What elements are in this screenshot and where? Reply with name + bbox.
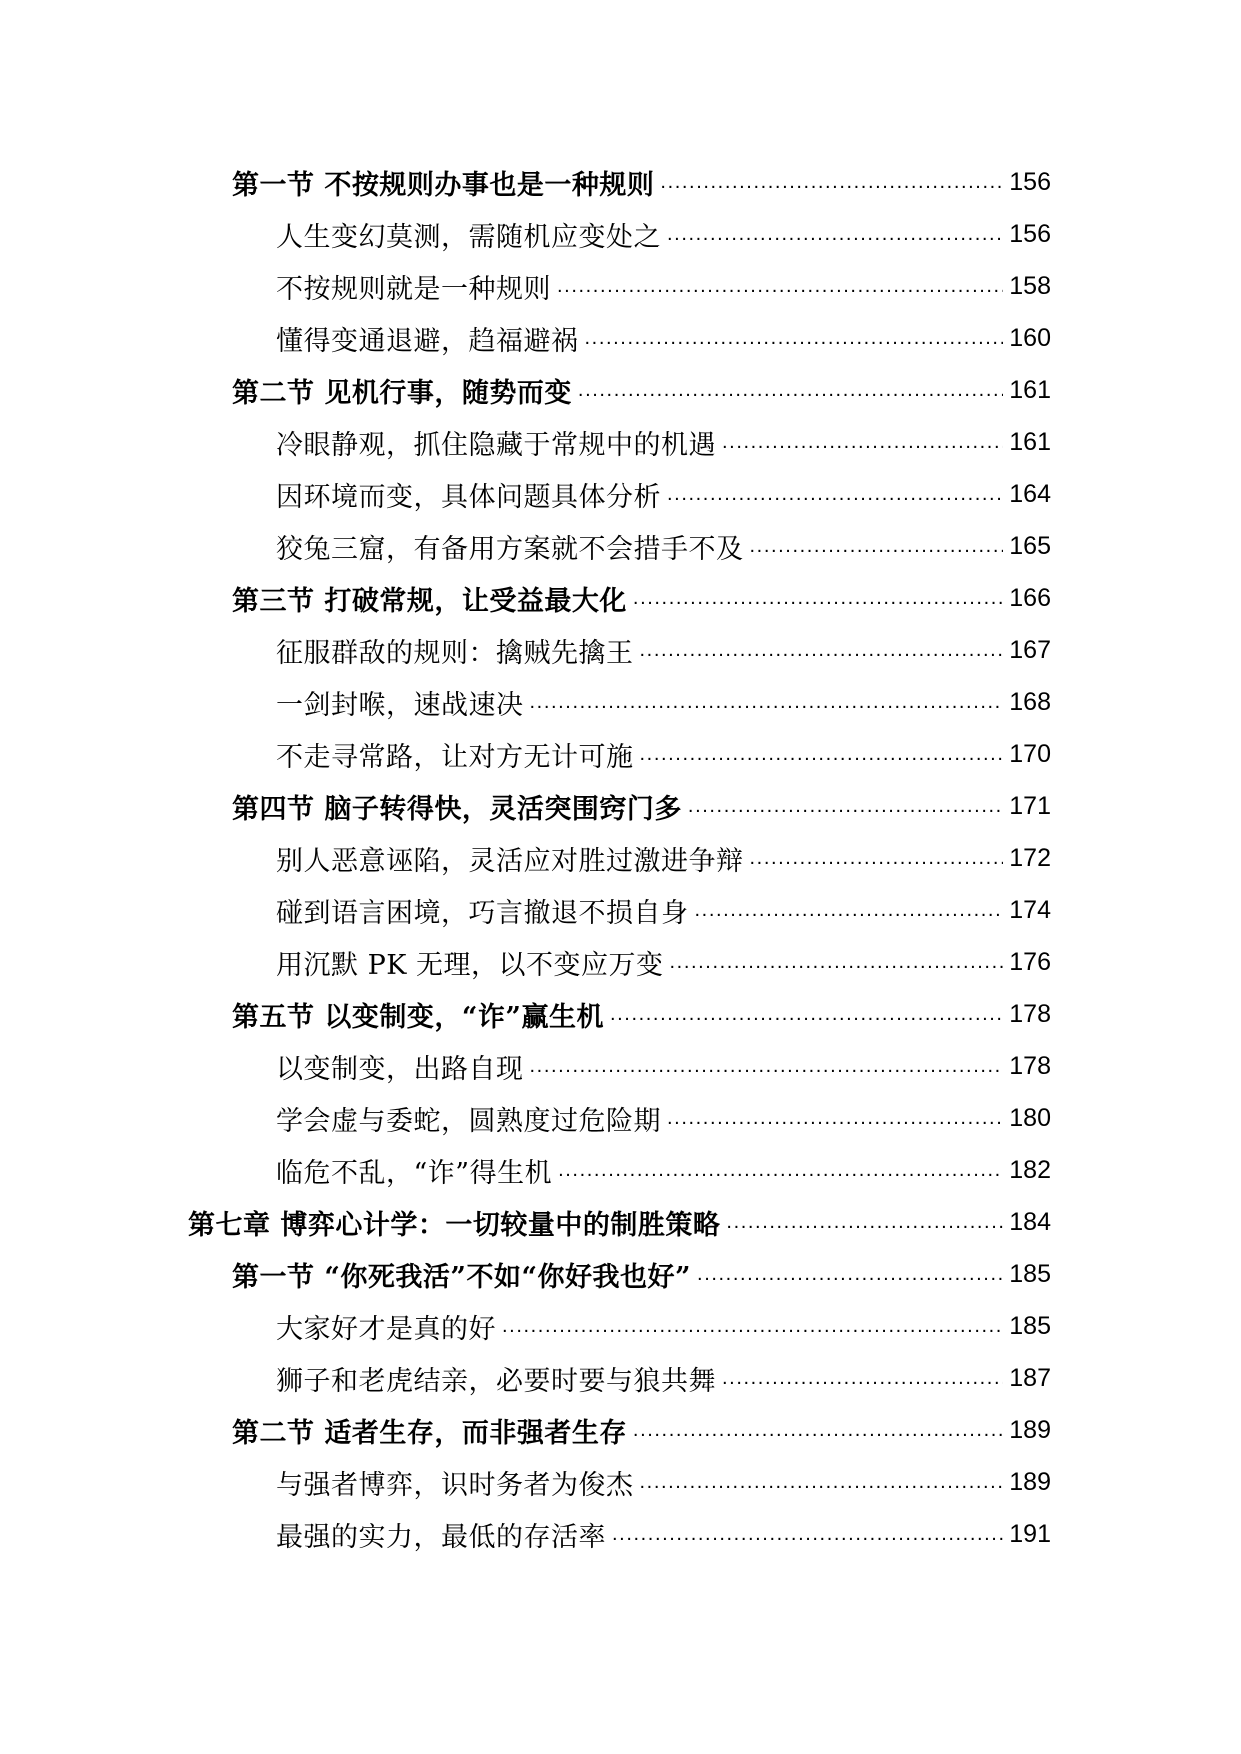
toc-entry-title: 最强的实力，最低的存活率 [276, 1521, 606, 1553]
toc-entry-page: 167 [1009, 635, 1051, 664]
toc-entry-page: 156 [1009, 167, 1051, 196]
toc-dot-leader [640, 636, 1004, 664]
toc-entry-title: 狡兔三窟，有备用方案就不会措手不及 [276, 533, 744, 565]
toc-entry[interactable] [0, 1144, 1241, 1196]
toc-entry-page: 189 [1009, 1415, 1051, 1444]
toc-dot-leader [585, 324, 1004, 352]
toc-entry[interactable] [0, 1508, 1241, 1560]
toc-entry-title: 与强者博弈，识时务者为俊杰 [276, 1469, 634, 1501]
toc-entry-page: 161 [1009, 375, 1051, 404]
toc-entry-title: 第一节 不按规则办事也是一种规则 [232, 169, 655, 201]
toc-entry[interactable] [0, 1092, 1241, 1144]
toc-entry[interactable] [0, 988, 1241, 1040]
toc-dot-leader [502, 1312, 1003, 1340]
toc-entry-page: 182 [1009, 1155, 1051, 1184]
toc-entry-title: 第二节 见机行事，随势而变 [232, 377, 572, 409]
toc-entry-page: 158 [1009, 271, 1051, 300]
toc-entry-page: 156 [1009, 219, 1051, 248]
toc-dot-leader [670, 948, 1004, 976]
toc-entry-title: 不按规则就是一种规则 [276, 273, 551, 305]
toc-dot-leader [667, 220, 1003, 248]
toc-entry-page: 189 [1009, 1467, 1051, 1496]
toc-dot-leader [530, 688, 1004, 716]
toc-entry[interactable] [0, 572, 1241, 624]
toc-dot-leader [640, 1468, 1004, 1496]
toc-entry-page: 180 [1009, 1103, 1051, 1132]
toc-dot-leader [530, 1052, 1004, 1080]
toc-entry[interactable] [0, 208, 1241, 260]
toc-entry[interactable] [0, 1352, 1241, 1404]
toc-entry[interactable] [0, 1040, 1241, 1092]
toc-dot-leader [695, 896, 1004, 924]
toc-entry-title: 征服群敌的规则：擒贼先擒王 [276, 637, 634, 669]
toc-entry[interactable] [0, 156, 1241, 208]
toc-entry-title: 别人恶意诬陷，灵活应对胜过激进争辩 [276, 845, 744, 877]
toc-dot-leader [612, 1520, 1003, 1548]
toc-entry-title: 第四节 脑子转得快，灵活突围窍门多 [232, 793, 682, 825]
toc-entry-title: 第五节 以变制变，“诈”赢生机 [232, 1001, 604, 1033]
toc-entry-title: 临危不乱，“诈”得生机 [276, 1157, 553, 1189]
toc-entry-page: 176 [1009, 947, 1051, 976]
toc-entry-title: 一剑封喉，速战速决 [276, 689, 524, 721]
toc-entry[interactable] [0, 1248, 1241, 1300]
toc-entry[interactable] [0, 676, 1241, 728]
toc-entry[interactable] [0, 1456, 1241, 1508]
toc-entry-title: 用沉默 PK 无理，以不变应万变 [276, 949, 664, 981]
toc-entry-title: 以变制变，出路自现 [276, 1053, 524, 1085]
toc-entry[interactable] [0, 728, 1241, 780]
toc-dot-leader [578, 376, 1003, 404]
toc-entry-page: 164 [1009, 479, 1051, 508]
toc-entry[interactable] [0, 468, 1241, 520]
toc-dot-leader [726, 1208, 1003, 1236]
toc-entry[interactable] [0, 884, 1241, 936]
toc-entry-title: 人生变幻莫测，需随机应变处之 [276, 221, 661, 253]
toc-dot-leader [610, 1000, 1003, 1028]
toc-entry-title: 因环境而变，具体问题具体分析 [276, 481, 661, 513]
toc-entry-page: 187 [1009, 1363, 1051, 1392]
toc-entry[interactable] [0, 416, 1241, 468]
toc-entry-title: 狮子和老虎结亲，必要时要与狼共舞 [276, 1365, 716, 1397]
toc-dot-leader [688, 792, 1003, 820]
toc-dot-leader [667, 1104, 1003, 1132]
toc-entry-page: 168 [1009, 687, 1051, 716]
toc-entry-page: 191 [1009, 1519, 1051, 1548]
toc-entry-page: 184 [1009, 1207, 1051, 1236]
toc-entry-page: 160 [1009, 323, 1051, 352]
toc-entry-page: 185 [1009, 1311, 1051, 1340]
toc-dot-leader [697, 1260, 1003, 1288]
toc-entry[interactable] [0, 312, 1241, 364]
toc-entry[interactable] [0, 936, 1241, 988]
toc-entry-page: 172 [1009, 843, 1051, 872]
toc-entry-page: 185 [1009, 1259, 1051, 1288]
toc-entry-page: 171 [1009, 791, 1051, 820]
toc-entry-title: 冷眼静观，抓住隐藏于常规中的机遇 [276, 429, 716, 461]
toc-entry[interactable] [0, 1404, 1241, 1456]
toc-dot-leader [750, 532, 1004, 560]
toc-dot-leader [633, 584, 1003, 612]
toc-entry[interactable] [0, 780, 1241, 832]
toc-entry-title: 碰到语言困境，巧言撤退不损自身 [276, 897, 689, 929]
toc-entry-page: 161 [1009, 427, 1051, 456]
toc-entry[interactable] [0, 832, 1241, 884]
toc-entry-page: 165 [1009, 531, 1051, 560]
toc-entry-title: 第七章 博弈心计学：一切较量中的制胜策略 [188, 1209, 721, 1241]
toc-dot-leader [750, 844, 1004, 872]
toc-entry-title: 第三节 打破常规，让受益最大化 [232, 585, 627, 617]
toc-dot-leader [640, 740, 1004, 768]
toc-entry-page: 178 [1009, 999, 1051, 1028]
toc-dot-leader [660, 168, 1003, 196]
toc-entry-page: 166 [1009, 583, 1051, 612]
toc-entry-title: 大家好才是真的好 [276, 1313, 496, 1345]
toc-entry[interactable] [0, 364, 1241, 416]
toc-entry-page: 170 [1009, 739, 1051, 768]
toc-entry[interactable] [0, 520, 1241, 572]
toc-entry-title: 不走寻常路，让对方无计可施 [276, 741, 634, 773]
toc-entry[interactable] [0, 260, 1241, 312]
toc-entry-title: 第二节 适者生存，而非强者生存 [232, 1417, 627, 1449]
toc-dot-leader [667, 480, 1003, 508]
toc-entry-page: 174 [1009, 895, 1051, 924]
toc-dot-leader [557, 272, 1003, 300]
table-of-contents [0, 156, 1241, 1560]
toc-entry[interactable] [0, 1300, 1241, 1352]
toc-entry-title: 学会虚与委蛇，圆熟度过危险期 [276, 1105, 661, 1137]
toc-entry-title: 懂得变通退避，趋福避祸 [276, 325, 579, 357]
toc-entry[interactable] [0, 1196, 1241, 1248]
toc-entry-page: 178 [1009, 1051, 1051, 1080]
toc-dot-leader [722, 428, 1003, 456]
toc-entry-title: 第一节 “你死我活”不如“你好我也好” [232, 1261, 692, 1293]
toc-dot-leader [722, 1364, 1003, 1392]
toc-dot-leader [558, 1156, 1003, 1184]
toc-dot-leader [633, 1416, 1003, 1444]
toc-entry[interactable] [0, 624, 1241, 676]
